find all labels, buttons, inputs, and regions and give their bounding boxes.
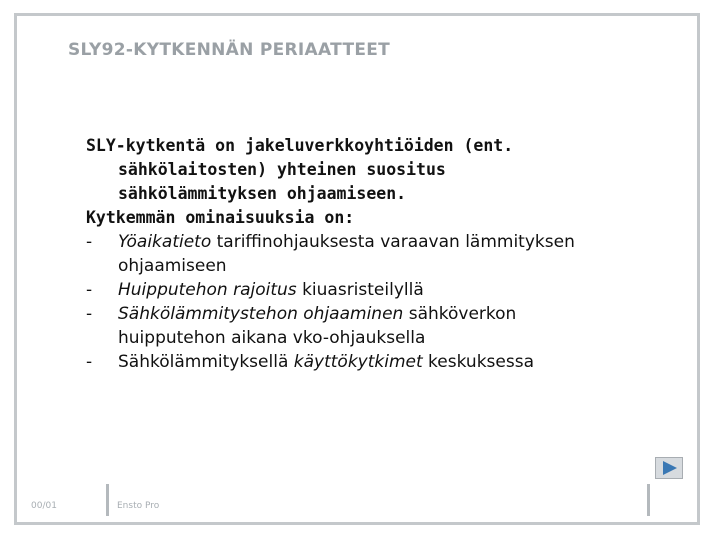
bullet-emphasis: Sähkölämmitystehon ohjaaminen <box>118 304 404 324</box>
slide-content <box>86 134 686 374</box>
intro-line-3: sähkölämmityksen ohjaamiseen. <box>118 184 407 203</box>
bullet-text: keskuksessa <box>422 352 535 372</box>
features-heading: Kytkemmän ominaisuuksia on: <box>86 208 355 227</box>
play-arrow-icon <box>656 458 682 478</box>
bullet-continuation: huipputehon aikana vko-ohjauksella <box>118 328 426 348</box>
footer-author: Ensto Pro <box>117 501 160 511</box>
bullet-dash: - <box>86 280 93 300</box>
bullet-dash: - <box>86 232 93 252</box>
intro-line-2: sähkölaitosten) yhteinen suositus <box>118 160 446 179</box>
bullet-item <box>86 302 686 326</box>
slide-title: SLY92-KYTKENNÄN PERIAATTEET <box>68 40 391 60</box>
bullet-emphasis: Huipputehon rajoitus <box>118 280 297 300</box>
bullet-text: kiuasristeilyllä <box>296 280 424 300</box>
bullet-item <box>86 350 686 374</box>
bullet-continuation: ohjaamiseen <box>118 256 227 276</box>
bullet-text: tariffinohjauksesta varaavan lämmityksen <box>211 232 575 252</box>
bullet-dash: - <box>86 352 93 372</box>
bullet-emphasis: Yöaikatieto <box>118 232 212 252</box>
footer-date: 00/01 <box>31 501 57 511</box>
footer-divider-left <box>106 484 109 516</box>
bullet-item <box>86 230 686 254</box>
next-slide-button[interactable] <box>655 457 683 479</box>
bullet-text: sähköverkon <box>403 304 517 324</box>
bullet-dash: - <box>86 304 93 324</box>
footer-divider-right <box>647 484 650 516</box>
intro-line-1: SLY-kytkentä on jakeluverkkoyhtiöiden (ent. <box>86 136 514 155</box>
bullet-item <box>86 278 686 302</box>
bullet-prefix: Sähkölämmityksellä <box>118 352 294 372</box>
bullet-emphasis: käyttökytkimet <box>293 352 423 372</box>
